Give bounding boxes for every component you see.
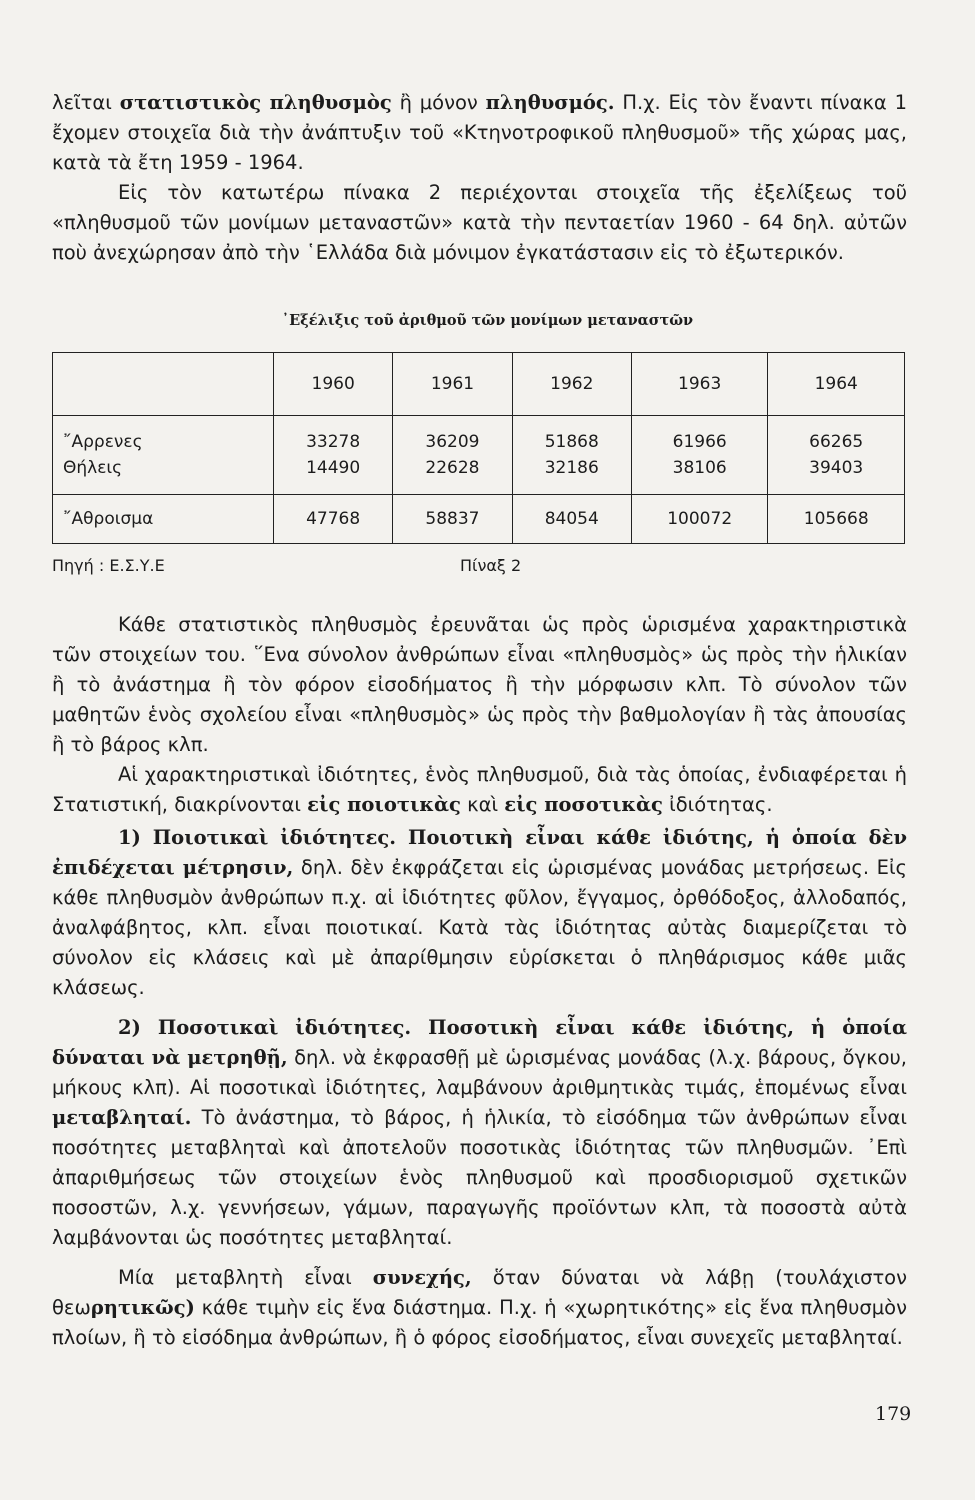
- table-cell: [393, 416, 512, 495]
- bold-term: πληθυσμός.: [485, 91, 615, 114]
- cell-value: 66265: [809, 432, 864, 452]
- text-run: Π.χ. Εἰς τὸν ἔναντι πίνακα 1 ἔχομεν στοιχεῖα διὰ τὴν ἀνάπτυξιν τοῦ «Κτηνοτροφικοῦ πληθυσμοῦ» τῆς χώρας μας, κατὰ τὰ ἔτη 1959 - 1964.: [52, 91, 907, 174]
- text-run: δηλ. δὲν ἐκφράζεται εἰς ὡρισμένας μονάδας μετρήσεως. Εἰς κάθε πληθυσμὸν ἀνθρώπων π.χ. αἱ ἰδιότητες φῦλον, ἔγγαμος, ὀρθόδοξος, ἀλλοδαπός, ἀναλφάβητος, κλπ. εἶναι ποιοτικαί. Κατὰ τὰς ἰδιότητας αὐτὰς διαμερίζεται τὸ σύνολον εἰς κλάσεις καὶ μὲ ἀπαρίθμησιν εὑρίσκεται ὁ πληθάρισμος κάθε μιᾶς κλάσεως.: [52, 856, 907, 999]
- bold-heading: 1) Ποιοτικαὶ ἰδιότητες. Ποιοτικὴ εἶναι κάθε ἰδιότης, ἡ ὁποία δὲν ἐπιδέχεται μέτρησιν,: [52, 826, 907, 879]
- table-cell: [512, 416, 631, 495]
- year-header: 1963: [631, 353, 768, 416]
- cell-value: 38106: [672, 458, 727, 478]
- body-paragraph-1: Κάθε στατιστικὸς πληθυσμὸς ἐρευνᾶται ὡς πρὸς ὡρισμένα χαρακτηριστικὰ τῶν στοιχείων του. ῞Ενα σύνολον ἀνθρώπων εἶναι «πληθυσμὸς» ὡς πρὸς τὴν ἡλικίαν ἢ τὸ ἀνάστημα ἢ τὸν φόρον εἰσοδήματος ἢ τὴν μόρφωσιν κλπ. Τὸ σύνολον τῶν μαθητῶν ἑνὸς σχολείου εἶναι «πληθυσμὸς» ὡς πρὸς τὴν βαθμολογίαν ἢ τὰς ἀπουσίας ἢ τὸ βάρος κλπ.: [52, 613, 907, 756]
- table-corner-cell: [53, 353, 274, 416]
- cell-value: 39403: [809, 458, 864, 478]
- continuous-variable-paragraph: [52, 1263, 907, 1353]
- text-run: ὅταν δύναται νὰ λάβῃ (τουλάχιστον θεω: [52, 1266, 908, 1319]
- table-cell: [274, 416, 393, 495]
- bold-term: στατιστικὸς πληθυσμὸς: [119, 91, 392, 114]
- total-value: 105668: [768, 495, 905, 544]
- table-source: Πηγή : Ε.Σ.Υ.Ε: [52, 556, 165, 575]
- migrants-table: [52, 352, 905, 544]
- bold-term: εἰς ποιοτικὰς: [307, 793, 461, 816]
- cell-value: 61966: [672, 432, 727, 452]
- bold-heading: 2) Ποσοτικαὶ ἰδιότητες. Ποσοτικὴ εἶναι κάθε ἰδιότης, ἡ ὁποία δύναται νὰ μετρηθῇ,: [52, 1016, 907, 1069]
- table-caption: Πίναξ 2: [460, 556, 522, 575]
- body-section-3: [52, 1013, 907, 1253]
- cell-value: 33278: [306, 432, 361, 452]
- row-label-male: ῎Αρρενες: [63, 432, 143, 452]
- table-cell: [768, 416, 905, 495]
- total-value: 84054: [512, 495, 631, 544]
- text-run: Τὸ ἀνάστημα, τὸ βάρος, ἡ ἡλικία, τὸ εἰσόδημα τῶν ἀνθρώπων εἶναι ποσότητες μεταβληταὶ καὶ ἀποτελοῦν ποσοτικὰς ἰδιότητας τῶν πληθυσμῶν. ᾿Επὶ ἀπαριθμήσεως τῶν στοιχείων ἑνὸς πληθυσμοῦ καὶ προσδιορισμοῦ σχετικῶν ποσοστῶν, λ.χ. γεννήσεων, γάμων, παραγωγῆς προϊόντων κλπ, τὰ ποσοστὰ αὐτὰ λαμβάνονται ὡς ποσότητες μεταβληταί.: [52, 1106, 907, 1249]
- text-run: Αἱ χαρακτηριστικαὶ ἰδιότητες, ἑνὸς πληθυσμοῦ, διὰ τὰς ὁποίας, ἐνδιαφέρεται ἡ Στατιστική, διακρίνονται: [52, 763, 907, 816]
- text-run: λεῖται: [52, 91, 120, 114]
- text-run: δηλ. νὰ ἐκφρασθῇ μὲ ὡρισμένας μονάδας (λ.χ. βάρους, ὄγκου, μήκους κλπ). Αἱ ποσοτικαὶ ἰδιότητες, λαμβάνουν ἀριθμητικὰς τιμάς, ἑπομένως εἶναι: [52, 1046, 907, 1099]
- intro-paragraph-1: [52, 88, 907, 178]
- table-title: ᾿Εξέλιξις τοῦ ἀριθμοῦ τῶν μονίμων μεταναστῶν: [281, 312, 694, 329]
- year-header: 1961: [393, 353, 512, 416]
- text-run: καὶ: [460, 793, 505, 816]
- table-row: [53, 416, 905, 495]
- total-label: ῎Αθροισμα: [53, 495, 274, 544]
- text-run: κάθε τιμὴν εἰς ἕνα διάστημα. Π.χ. ἡ «χωρητικότης» εἰς ἕνα πληθυσμὸν πλοίων, ἢ τὸ εἰσόδημα ἀνθρώπων, ἢ ὁ φόρος εἰσοδήματος, εἶναι συνεχεῖς μεταβληταί.: [52, 1296, 907, 1349]
- bold-term: μεταβληταί.: [52, 1106, 192, 1129]
- cell-value: 36209: [425, 432, 480, 452]
- page-number: 179: [875, 1403, 912, 1425]
- row-labels-cell: [53, 416, 274, 495]
- cell-value: 51868: [544, 432, 599, 452]
- total-value: 58837: [393, 495, 512, 544]
- text-run: ἢ μόνον: [391, 91, 486, 114]
- row-label-female: Θήλεις: [63, 458, 123, 478]
- total-value: 47768: [274, 495, 393, 544]
- bold-term: εἰς ποσοτικὰς: [504, 793, 663, 816]
- body-section-2: [52, 823, 907, 1003]
- body-paragraph-2: [52, 760, 907, 820]
- cell-value: 32186: [544, 458, 599, 478]
- body-section-1: [52, 610, 907, 820]
- intro-paragraph-2: Εἰς τὸν κατωτέρω πίνακα 2 περιέχονται στοιχεῖα τῆς ἐξελίξεως τοῦ «πληθυσμοῦ τῶν μονίμων μεταναστῶν» κατὰ τὴν πενταετίαν 1960 - 64 δηλ. αὐτῶν ποὺ ἀνεχώρησαν ἀπὸ τὴν ῾Ελλάδα διὰ μόνιμον ἐγκατάστασιν εἰς τὸ ἐξωτερικόν.: [52, 181, 907, 264]
- year-header: 1962: [512, 353, 631, 416]
- bold-term: συνεχής,: [372, 1266, 472, 1289]
- year-header: 1964: [768, 353, 905, 416]
- table-cell: [631, 416, 768, 495]
- qualitative-paragraph: [52, 823, 907, 1003]
- table-header-row: [53, 353, 905, 416]
- text-run: ἰδιότητας.: [662, 793, 773, 816]
- table-total-row: [53, 495, 905, 544]
- body-section-4: [52, 1263, 907, 1353]
- year-header: 1960: [274, 353, 393, 416]
- cell-value: 22628: [425, 458, 480, 478]
- bold-term: ρητικῶς): [90, 1296, 195, 1319]
- text-run: Μία μεταβλητὴ εἶναι: [118, 1266, 373, 1289]
- quantitative-paragraph: [52, 1013, 907, 1253]
- intro-section: [52, 88, 907, 268]
- total-value: 100072: [631, 495, 768, 544]
- cell-value: 14490: [306, 458, 361, 478]
